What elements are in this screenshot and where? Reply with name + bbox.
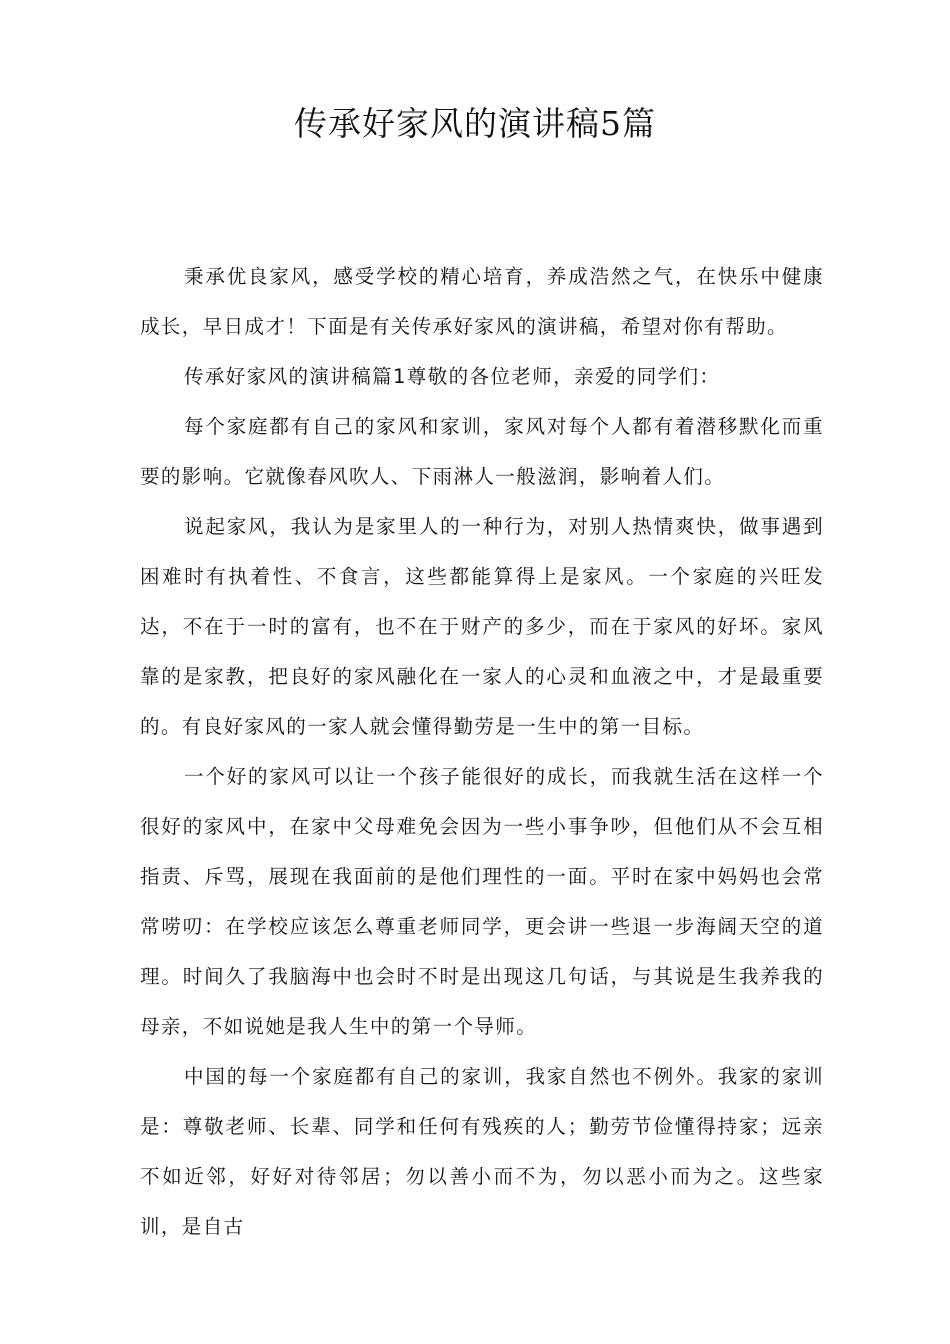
paragraph-family-style-definition: 说起家风，我认为是家里人的一种行为，对别人热情爽快，做事遇到困难时有执着性、不食言，这些都能算得上是家风。一个家庭的兴旺发达，不在于一时的富有，也不在于财产的多少，而在于家风的好坏。家风靠的是家教，把良好的家风融化在一家人的心灵和血液之中，才是最重要的。有良好家风的一家人就会懂得勤劳是一生中的第一目标。 [140,515,824,738]
paragraph-growing-up: 一个好的家风可以让一个孩子能很好的成长，而我就生活在这样一个很好的家风中，在家中父母难免会因为一些小事争吵，但他们从不会互相指责、斥骂，展现在我面前的是他们理性的一面。平时在家中妈妈也会常常唠叨：在学校应该怎么尊重老师同学，更会讲一些退一步海阔天空的道理。时间久了我脑海中也会时不时是出现这几句话，与其说是生我养我的母亲，不如说她是我人生中的第一个导师。 [140,765,824,1038]
paragraph-family-motto: 中国的每一个家庭都有自己的家训，我家自然也不例外。我家的家训是：尊敬老师、长辈、同学和任何有残疾的人；勤劳节俭懂得持家；远亲不如近邻，好好对待邻居；勿以善小而不为，勿以恶小而为之。这些家训，是自古 [140,1065,824,1238]
paragraph-speech-1-heading: 传承好家风的演讲稿篇1尊敬的各位老师，亲爱的同学们： [184,365,721,388]
paragraph-family-influence: 每个家庭都有自己的家风和家训，家风对每个人都有着潜移默化而重要的影响。它就像春风吹人、下雨淋人一般滋润，影响着人们。 [140,415,824,488]
document-title: 传承好家风的演讲稿5篇 [294,104,656,143]
paragraph-intro: 秉承优良家风，感受学校的精心培育，养成浩然之气，在快乐中健康成长，早日成才！下面是有关传承好家风的演讲稿，希望对你有帮助。 [140,265,824,338]
document-body [140,252,824,1252]
